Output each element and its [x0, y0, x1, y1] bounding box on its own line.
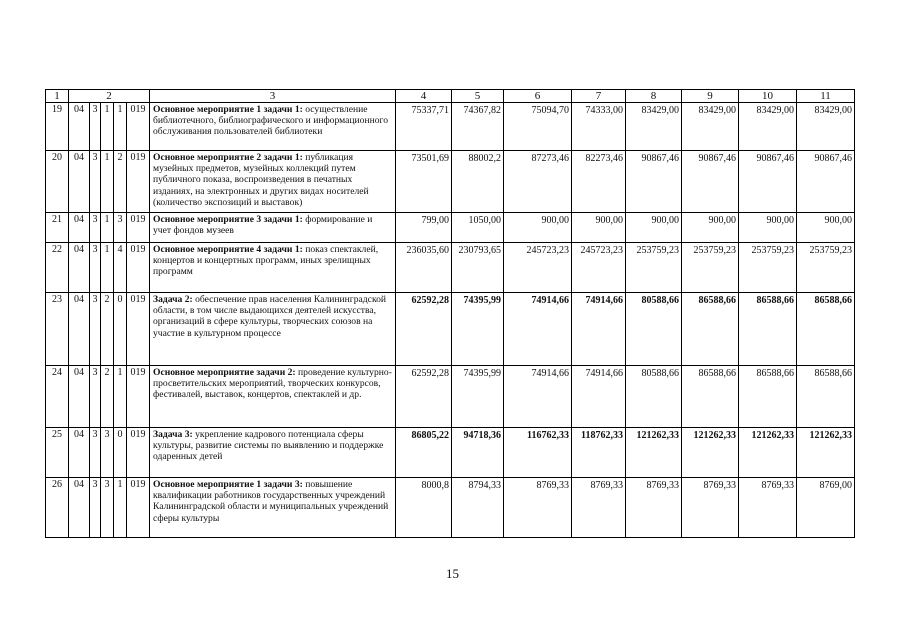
code-cell: 04	[69, 293, 90, 366]
header-cell: 1	[46, 90, 69, 103]
value-cell: 116762,33	[504, 428, 572, 478]
code-cell: 2	[101, 366, 114, 428]
code-cell: 3	[114, 213, 127, 243]
code-cell: 3	[101, 478, 114, 538]
code-cell: 0	[114, 428, 127, 478]
value-cell: 86588,66	[797, 293, 855, 366]
value-cell: 86588,66	[682, 366, 739, 428]
value-cell: 900,00	[682, 213, 739, 243]
value-cell: 74914,66	[572, 293, 626, 366]
table-row	[46, 243, 855, 293]
value-cell: 80588,66	[626, 293, 682, 366]
header-cell: 3	[150, 90, 396, 103]
description-title: Основное мероприятие 1 задачи 3:	[153, 479, 303, 490]
code-cell: 04	[69, 478, 90, 538]
value-cell: 8769,33	[572, 478, 626, 538]
description-title: Задача 3:	[153, 429, 193, 440]
value-cell: 900,00	[797, 213, 855, 243]
value-cell: 73501,69	[396, 151, 452, 213]
value-cell: 82273,46	[572, 151, 626, 213]
code-cell: 019	[127, 243, 150, 293]
value-cell: 253759,23	[626, 243, 682, 293]
description-text: укрепление кадрового потенциала сферы культуры, развитие системы по выявлению и поддержке одаренных детей	[153, 429, 384, 463]
description-title: Основное мероприятие задачи 2:	[153, 367, 296, 378]
value-cell: 62592,28	[396, 366, 452, 428]
code-cell: 3	[90, 366, 101, 428]
value-cell: 253759,23	[739, 243, 797, 293]
value-cell: 86805,22	[396, 428, 452, 478]
description-title: Задача 2:	[153, 294, 193, 305]
value-cell: 75094,70	[504, 103, 572, 151]
code-cell: 2	[114, 151, 127, 213]
code-cell: 1	[114, 478, 127, 538]
row-number-cell: 25	[46, 428, 69, 478]
value-cell: 8769,33	[504, 478, 572, 538]
code-cell: 3	[90, 243, 101, 293]
table-row	[46, 213, 855, 243]
value-cell: 236035,60	[396, 243, 452, 293]
code-cell: 1	[114, 103, 127, 151]
code-cell: 04	[69, 428, 90, 478]
description-cell	[150, 103, 396, 151]
description-text: формирование и учет фондов музеев	[153, 214, 373, 237]
code-cell: 019	[127, 366, 150, 428]
description-text: обеспечение прав населения Калининградской области, в том числе выдающихся деятелей искусства, организаций в сфере культуры, творческих союзов на участие в культурном процессе	[153, 294, 387, 339]
description-cell	[150, 428, 396, 478]
value-cell: 90867,46	[682, 151, 739, 213]
header-cell: 2	[69, 90, 150, 103]
value-cell: 74367,82	[452, 103, 504, 151]
code-cell: 04	[69, 103, 90, 151]
value-cell: 253759,23	[797, 243, 855, 293]
value-cell: 900,00	[572, 213, 626, 243]
value-cell: 74395,99	[452, 293, 504, 366]
page-number: 15	[446, 566, 459, 581]
value-cell: 900,00	[739, 213, 797, 243]
value-cell: 121262,33	[682, 428, 739, 478]
code-cell: 04	[69, 243, 90, 293]
code-cell: 3	[90, 103, 101, 151]
value-cell: 62592,28	[396, 293, 452, 366]
value-cell: 8794,33	[452, 478, 504, 538]
code-cell: 1	[101, 243, 114, 293]
code-cell: 019	[127, 478, 150, 538]
value-cell: 245723,23	[572, 243, 626, 293]
table-row	[46, 293, 855, 366]
header-cell: 4	[396, 90, 452, 103]
row-number-cell: 22	[46, 243, 69, 293]
header-cell: 11	[797, 90, 855, 103]
value-cell: 74395,99	[452, 366, 504, 428]
code-cell: 04	[69, 366, 90, 428]
code-cell: 3	[90, 293, 101, 366]
value-cell: 75337,71	[396, 103, 452, 151]
table-row	[46, 428, 855, 478]
code-cell: 3	[90, 213, 101, 243]
budget-table	[45, 89, 855, 538]
value-cell: 121262,33	[797, 428, 855, 478]
value-cell: 90867,46	[797, 151, 855, 213]
value-cell: 88002,2	[452, 151, 504, 213]
value-cell: 80588,66	[626, 366, 682, 428]
table-row	[46, 478, 855, 538]
value-cell: 121262,33	[739, 428, 797, 478]
value-cell: 83429,00	[797, 103, 855, 151]
table-row	[46, 151, 855, 213]
table-row	[46, 366, 855, 428]
value-cell: 74914,66	[572, 366, 626, 428]
code-cell: 019	[127, 151, 150, 213]
value-cell: 90867,46	[626, 151, 682, 213]
value-cell: 900,00	[504, 213, 572, 243]
value-cell: 8769,33	[682, 478, 739, 538]
row-number-cell: 21	[46, 213, 69, 243]
code-cell: 019	[127, 293, 150, 366]
code-cell: 019	[127, 103, 150, 151]
value-cell: 86588,66	[739, 366, 797, 428]
value-cell: 83429,00	[626, 103, 682, 151]
code-cell: 019	[127, 428, 150, 478]
row-number-cell: 26	[46, 478, 69, 538]
description-text: публикация музейных предметов, музейных коллекций путем публичного показа, воспроизведения в печатных изданиях, на электронных и других видах носителей (количество экспозиций и выставок)	[153, 152, 369, 208]
description-cell	[150, 213, 396, 243]
row-number-cell: 24	[46, 366, 69, 428]
code-cell: 1	[101, 151, 114, 213]
row-number-cell: 19	[46, 103, 69, 151]
row-number-cell: 20	[46, 151, 69, 213]
description-cell	[150, 151, 396, 213]
value-cell: 87273,46	[504, 151, 572, 213]
header-cell: 10	[739, 90, 797, 103]
value-cell: 8769,00	[797, 478, 855, 538]
description-title: Основное мероприятие 2 задачи 1:	[153, 152, 303, 163]
value-cell: 8769,33	[626, 478, 682, 538]
code-cell: 1	[114, 366, 127, 428]
header-cell: 6	[504, 90, 572, 103]
code-cell: 1	[101, 213, 114, 243]
code-cell: 0	[114, 293, 127, 366]
value-cell: 253759,23	[682, 243, 739, 293]
description-title: Основное мероприятие 4 задачи 1:	[153, 244, 303, 255]
value-cell: 1050,00	[452, 213, 504, 243]
description-title: Основное мероприятие 3 задачи 1:	[153, 214, 303, 225]
description-title: Основное мероприятие 1 задачи 1:	[153, 104, 303, 115]
code-cell: 3	[90, 478, 101, 538]
code-cell: 4	[114, 243, 127, 293]
description-text: осуществление библиотечного, библиографического и информационного обслуживания пользователей библиотеки	[153, 104, 389, 138]
value-cell: 121262,33	[626, 428, 682, 478]
header-cell: 9	[682, 90, 739, 103]
code-cell: 2	[101, 293, 114, 366]
header-cell: 5	[452, 90, 504, 103]
value-cell: 230793,65	[452, 243, 504, 293]
value-cell: 83429,00	[739, 103, 797, 151]
table-row	[46, 103, 855, 151]
value-cell: 245723,23	[504, 243, 572, 293]
code-cell: 3	[90, 151, 101, 213]
code-cell: 04	[69, 213, 90, 243]
description-text: показ спектаклей, концертов и концертных программ, иных зрелищных программ	[153, 244, 379, 278]
value-cell: 8000,8	[396, 478, 452, 538]
code-cell: 3	[90, 428, 101, 478]
header-cell: 8	[626, 90, 682, 103]
value-cell: 799,00	[396, 213, 452, 243]
code-cell: 04	[69, 151, 90, 213]
description-cell	[150, 366, 396, 428]
value-cell: 94718,36	[452, 428, 504, 478]
code-cell: 1	[101, 103, 114, 151]
description-text: проведение культурно-просветительских мероприятий, творческих конкурсов, фестивалей, выставок, концертов, спектаклей и др.	[153, 367, 392, 401]
value-cell: 74914,66	[504, 293, 572, 366]
value-cell: 8769,33	[739, 478, 797, 538]
description-cell	[150, 478, 396, 538]
header-row	[46, 90, 855, 103]
value-cell: 90867,46	[739, 151, 797, 213]
value-cell: 74914,66	[504, 366, 572, 428]
header-cell: 7	[572, 90, 626, 103]
value-cell: 900,00	[626, 213, 682, 243]
description-cell	[150, 243, 396, 293]
value-cell: 86588,66	[797, 366, 855, 428]
code-cell: 3	[101, 428, 114, 478]
value-cell: 86588,66	[682, 293, 739, 366]
description-text: повышение квалификации работников государственных учреждений Калининградской области и муниципальных учреждений сферы культуры	[153, 479, 389, 524]
value-cell: 118762,33	[572, 428, 626, 478]
value-cell: 86588,66	[739, 293, 797, 366]
description-cell	[150, 293, 396, 366]
value-cell: 74333,00	[572, 103, 626, 151]
code-cell: 019	[127, 213, 150, 243]
row-number-cell: 23	[46, 293, 69, 366]
value-cell: 83429,00	[682, 103, 739, 151]
